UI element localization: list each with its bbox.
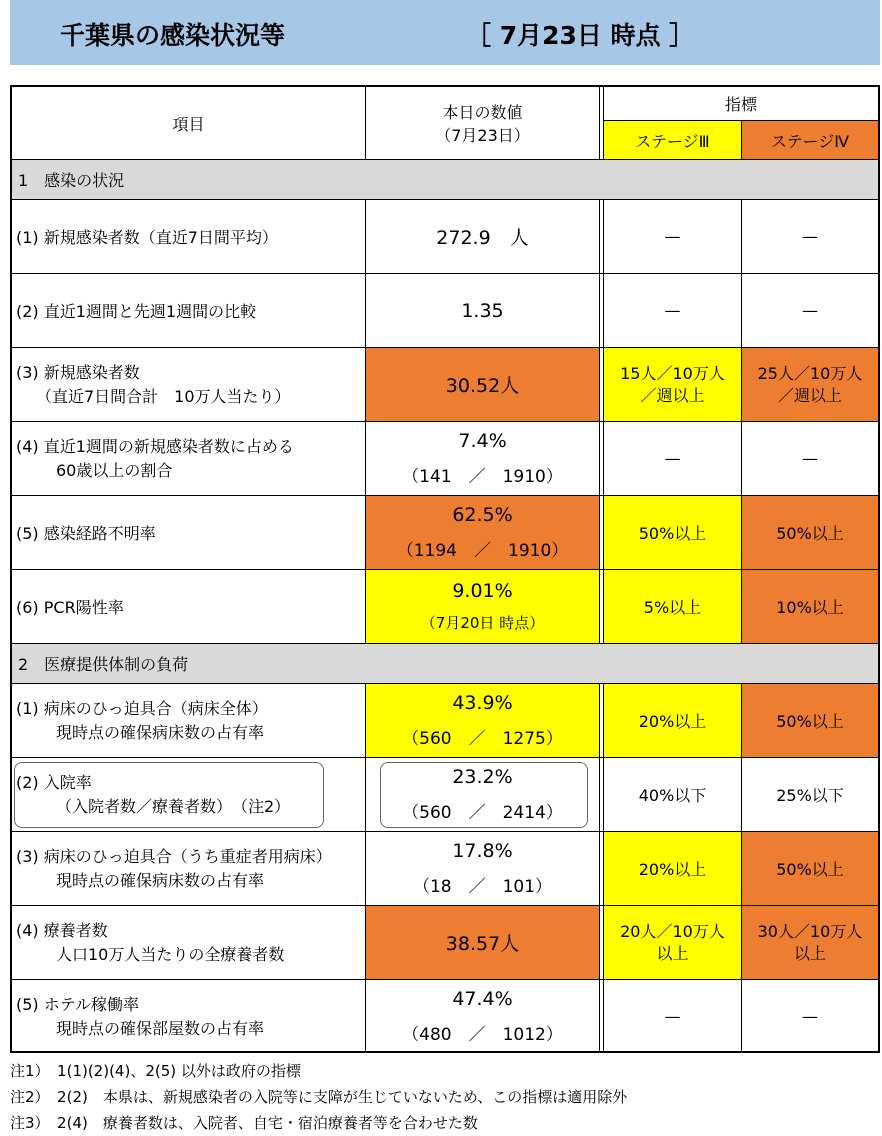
- row-value-detail: （18 ／ 101）: [412, 877, 553, 897]
- row-value-detail: （1194 ／ 1910）: [396, 541, 569, 561]
- table-row: [12, 569, 878, 643]
- row-label-line2: （直近7日間合計 10万人当たり）: [36, 386, 291, 406]
- row-value: [366, 274, 600, 347]
- row-stage4: 50%以上: [742, 684, 878, 757]
- header-stage4: [742, 121, 878, 159]
- row-value-main: 272.9 人: [436, 227, 529, 249]
- row-value: [366, 906, 600, 979]
- row-value-detail: （560 ／ 1275）: [402, 729, 563, 749]
- row-value-main: 9.01%: [452, 580, 513, 602]
- table-row: [12, 905, 878, 979]
- row-label-line2: 60歳以上の割合: [56, 460, 173, 480]
- footnotes: [10, 1058, 627, 1136]
- row-stage3: 20%以上: [604, 832, 742, 905]
- row-value-detail: （480 ／ 1012）: [402, 1025, 563, 1045]
- table-row: [12, 495, 878, 569]
- as-of-date: ［ 7月23日 時点 ］: [466, 21, 695, 50]
- row-label: [12, 570, 366, 643]
- table-row: [12, 979, 878, 1053]
- row-label-line2: 人口10万人当たりの全療養者数: [56, 944, 285, 964]
- header-item: [12, 87, 366, 159]
- row-stage3: —: [604, 200, 742, 273]
- table-row: [12, 347, 878, 421]
- row-label: [12, 758, 366, 831]
- row-stage3: 20%以上: [604, 684, 742, 757]
- row-label: [12, 906, 366, 979]
- row-stage4: 50%以上: [742, 832, 878, 905]
- row-label-line1: (4) 直近1週間の新規感染者数に占める: [16, 436, 294, 456]
- row-label-line2: （入院者数／療養者数） （注2）: [56, 796, 291, 816]
- title-banner: [10, 0, 880, 65]
- row-value: [366, 832, 600, 905]
- row-stage4: 30人／10万人 以上: [742, 906, 878, 979]
- row-label: [12, 496, 366, 569]
- value-bracket: [380, 762, 588, 828]
- row-label-line2: 現時点の確保病床数の占有率: [56, 722, 265, 742]
- section-label: 1 感染の状況: [18, 171, 125, 190]
- table-row: [12, 757, 878, 831]
- row-label-line1: (2) 直近1週間と先週1週間の比較: [16, 302, 257, 321]
- row-value: [366, 758, 600, 831]
- header-today-label: 本日の数値: [442, 103, 523, 122]
- row-stage4: 50%以上: [742, 496, 878, 569]
- row-stage3: 20人／10万人 以上: [604, 906, 742, 979]
- row-value: [366, 570, 600, 643]
- row-stage4: 25人／10万人 ／週以上: [742, 348, 878, 421]
- row-stage4: 10%以上: [742, 570, 878, 643]
- row-value-main: 23.2%: [452, 766, 513, 788]
- row-label: [12, 274, 366, 347]
- row-label-line1: (5) 感染経路不明率: [16, 524, 156, 543]
- row-stage4: —: [802, 301, 818, 320]
- table-row: [12, 831, 878, 905]
- row-value: [366, 496, 600, 569]
- row-value-detail: （141 ／ 1910）: [402, 467, 563, 487]
- header-stage3: [604, 121, 742, 159]
- header-stage3-label: ステージⅢ: [635, 131, 710, 151]
- row-bracket: [14, 762, 324, 828]
- row-value-main: 30.52人: [445, 375, 520, 397]
- row-label: [12, 832, 366, 905]
- row-stage3: —: [604, 422, 742, 495]
- row-value-main: 1.35: [461, 299, 504, 322]
- header-today-date: （7月23日）: [435, 126, 530, 145]
- row-value-detail: （7月20日 時点）: [420, 614, 545, 632]
- header-today: [366, 87, 600, 159]
- row-value-detail: （560 ／ 2414）: [402, 803, 563, 823]
- header-indicator: [604, 87, 878, 121]
- row-label: [12, 684, 366, 757]
- row-value-main: 47.4%: [452, 988, 513, 1010]
- row-label: [12, 980, 366, 1053]
- row-stage4: —: [802, 449, 818, 468]
- row-value: [366, 422, 600, 495]
- header-stage4-label: ステージⅣ: [770, 131, 850, 151]
- page-title: 千葉県の感染状況等: [60, 21, 286, 50]
- section-medical: [12, 643, 878, 683]
- row-stage3: —: [604, 274, 742, 347]
- row-label-line2: 現時点の確保部屋数の占有率: [56, 1018, 265, 1038]
- row-stage3: 40%以下: [604, 758, 742, 831]
- row-label: [12, 422, 366, 495]
- row-stage4: —: [802, 227, 818, 246]
- row-label-line1: (1) 病床のひっ迫具合（病床全体）: [16, 698, 268, 718]
- footnote: 注1） 1(1)(2)(4)、2(5) 以外は政府の指標: [10, 1062, 301, 1080]
- section-infection: [12, 159, 878, 199]
- status-table: [10, 85, 880, 1053]
- row-value-main: 17.8%: [452, 840, 513, 862]
- row-label-line1: (5) ホテル稼働率: [16, 994, 139, 1014]
- table-row: [12, 199, 878, 273]
- row-value-main: 38.57人: [445, 933, 520, 955]
- row-value: [366, 980, 600, 1053]
- header-indicator-label: 指標: [724, 95, 757, 114]
- table-row: [12, 273, 878, 347]
- table-row: [12, 683, 878, 757]
- row-value: [366, 348, 600, 421]
- row-stage3: 15人／10万人 ／週以上: [604, 348, 742, 421]
- row-stage3: —: [604, 980, 742, 1053]
- section-label: 2 医療提供体制の負荷: [18, 655, 189, 674]
- footnote: 注3） 2(4) 療養者数は、入院者、自宅・宿泊療養者等を合わせた数: [10, 1114, 478, 1132]
- row-label-line1: (3) 新規感染者数: [16, 362, 140, 382]
- row-label: [12, 348, 366, 421]
- row-value-main: 62.5%: [452, 504, 513, 526]
- row-label-line1: (3) 病床のひっ迫具合（うち重症者用病床）: [16, 846, 332, 866]
- header-item-label: 項目: [172, 114, 205, 134]
- row-stage4: 25%以下: [776, 786, 844, 805]
- row-stage3: 50%以上: [604, 496, 742, 569]
- row-label-line2: 現時点の確保病床数の占有率: [56, 870, 265, 890]
- row-value: [366, 684, 600, 757]
- row-value-main: 7.4%: [458, 430, 507, 452]
- row-stage3: 5%以上: [604, 570, 742, 643]
- footnote: 注2） 2(2) 本県は、新規感染者の入院等に支障が生じていないため、この指標は適用除外: [10, 1088, 628, 1106]
- row-value-main: 43.9%: [452, 692, 513, 714]
- table-header-row: [12, 87, 878, 159]
- row-label-line1: (4) 療養者数: [16, 920, 108, 940]
- row-stage4: —: [802, 1007, 818, 1026]
- row-label-line1: (1) 新規感染者数（直近7日間平均）: [16, 228, 278, 247]
- row-label: [12, 200, 366, 273]
- row-value: [366, 200, 600, 273]
- row-label-line1: (2) 入院率: [16, 772, 92, 792]
- table-row: [12, 421, 878, 495]
- row-label-line1: (6) PCR陽性率: [16, 598, 124, 617]
